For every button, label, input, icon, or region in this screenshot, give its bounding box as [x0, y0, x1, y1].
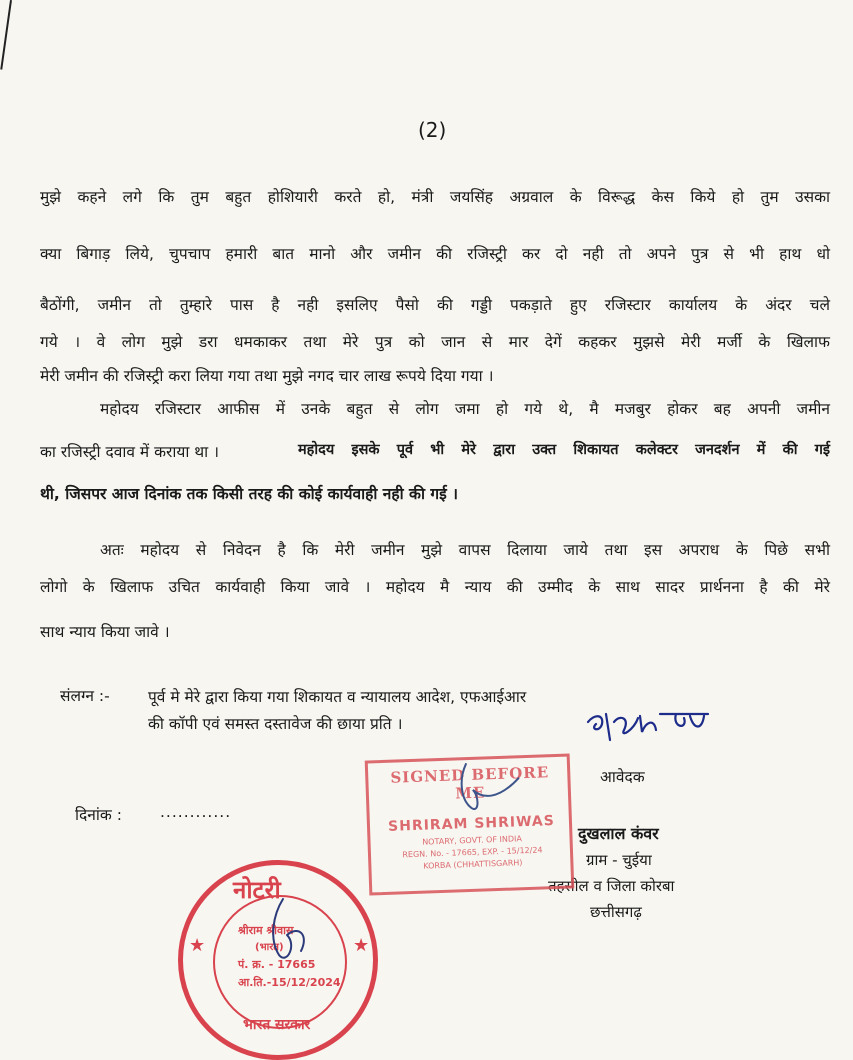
- applicant-name: दुखलाल कंवर: [578, 824, 659, 843]
- applicant-state: छत्तीसगढ़: [590, 903, 642, 921]
- applicant-label: आवेदक: [600, 768, 645, 786]
- seal-signature: [243, 895, 323, 965]
- notary-name: SHRIRAM SHRIWAS: [387, 813, 556, 835]
- page-edge-line: [0, 0, 12, 70]
- round-notary-seal: [178, 860, 378, 1060]
- notary-line-2: REGN. No. - 17665, EXP. - 15/12/24: [402, 845, 543, 860]
- applicant-tehsil: तहसील व जिला कोरबा: [548, 877, 675, 895]
- seal-line-3: पं. क्र. - 17665: [238, 958, 316, 971]
- enclosure-text: [148, 684, 648, 738]
- seal-top-text: नोटरी: [233, 876, 281, 904]
- applicant-signature: [580, 700, 710, 750]
- paragraph-1-line-1: मुझे कहने लगे कि तुम बहुत होशियारी करते हो, मंत्री जयसिंह अग्रवाल के विरूद्ध केस किये हो तुम उसका: [40, 188, 830, 206]
- paragraph-3-line-3: साथ न्याय किया जावे ।: [40, 623, 170, 641]
- notary-signature: [448, 758, 530, 821]
- paragraph-2-line-2a: का रजिस्ट्री दवाव में कराया था ।: [40, 443, 219, 461]
- paragraph-2-line-2b: महोदय इसके पूर्व भी मेरे द्वारा उक्त शिकायत कलेक्टर जनदर्शन में की गई: [298, 442, 830, 458]
- paragraph-1-line-2: क्या बिगाड़ लिये, चुपचाप हमारी बात मानो और जमीन की रजिस्ट्री कर दो नही तो अपने पुत्र से भी हाथ धो: [40, 245, 830, 263]
- notary-stamp: [365, 753, 575, 895]
- seal-line-2: (भारत): [255, 942, 284, 953]
- seal-line-1: श्रीराम श्रीवास: [238, 924, 294, 937]
- paragraph-1-line-4: गये । वे लोग मुझे डरा धमकाकर तथा मेरे पुत्र को जान से मार देगें कहकर मुझसे मेरी मर्जी के खिलाफ: [40, 333, 830, 351]
- notary-line-1: NOTARY, GOVT. OF INDIA: [422, 834, 523, 847]
- paragraph-2-line-3: थी, जिसपर आज दिनांक तक किसी तरह की कोई कार्यवाही नही की गई ।: [40, 485, 458, 503]
- applicant-village: ग्राम - चुईया: [586, 851, 652, 869]
- date-value: ............: [160, 803, 232, 821]
- seal-bottom-text: भारत सरकार: [243, 1017, 311, 1033]
- seal-line-4: आ.ति.-15/12/2024: [238, 976, 341, 989]
- enclosure-label: संलग्न :-: [60, 687, 110, 705]
- notary-stamp-heading: SIGNED BEFORE ME: [390, 763, 550, 803]
- date-label: दिनांक :: [75, 806, 122, 824]
- paragraph-2-line-1: महोदय रजिस्टार आफीस में उनके बहुत से लोग जमा हो गये थे, मै मजबुर होकर बह अपनी जमीन: [100, 400, 830, 418]
- paragraph-1-line-5: मेरी जमीन की रजिस्ट्री करा लिया गया तथा मुझे नगद चार लाख रूपये दिया गया ।: [40, 367, 494, 385]
- seal-star-icon: ★: [189, 935, 206, 956]
- notary-line-3: KORBA (CHHATTISGARH): [423, 858, 523, 871]
- enclosure-line-1: पूर्व मे मेरे द्वारा किया गया शिकायत व न्यायालय आदेश, एफआईआर: [148, 688, 527, 706]
- paragraph-3-line-2: लोगो के खिलाफ उचित कार्यवाही किया जावे । महोदय मै न्याय की उम्मीद के साथ सादर प्रार्थनना है की मेरे: [40, 578, 830, 596]
- seal-star-icon: ★: [353, 935, 370, 956]
- paragraph-3-line-1: अतः महोदय से निवेदन है कि मेरी जमीन मुझे वापस दिलाया जाये तथा इस अपराध के पिछे सभी: [100, 541, 830, 559]
- enclosure-line-2: की कॉपी एवं समस्त दस्तावेज की छाया प्रति ।: [148, 715, 403, 733]
- paragraph-1-line-3: बैठोंगी, जमीन तो तुम्हारे पास है नही इसलिए पैसो की गड्डी पकड़ाते हुए रजिस्टार कार्यालय के अंदर चले: [40, 296, 830, 314]
- page-number: (2): [418, 118, 447, 142]
